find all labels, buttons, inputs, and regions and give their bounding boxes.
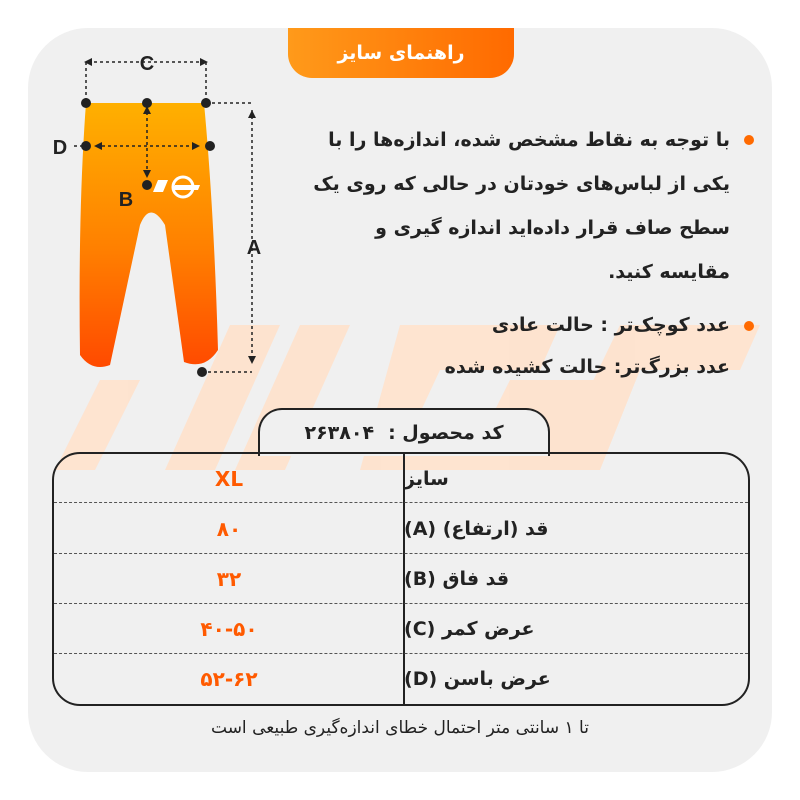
row-label: عرض کمر (C) [404,618,535,640]
page-title: راهنمای سایز [288,28,514,78]
table-row [54,504,748,554]
table-row [54,654,748,704]
row-separator [54,502,748,503]
table-row [54,604,748,654]
label-b: B [118,189,134,211]
footer-note: تا ۱ سانتی متر احتمال خطای اندازه‌گیری طبیعی است [211,718,589,738]
pants-shape [80,103,218,367]
label-c: C [139,53,155,75]
bullet-icon [744,321,754,331]
product-code [258,408,550,456]
row-label: عرض باسن (D) [404,668,551,690]
row-value: ۵۲-۶۲ [200,667,258,691]
table-row [54,554,748,604]
row-value: ۸۰ [216,517,242,541]
size-table [52,452,750,706]
row-value: ۴۰-۵۰ [200,617,258,641]
row-label: قد (ارتفاع) (A) [404,518,549,540]
instruction-item [300,118,760,294]
label-a: A [246,237,262,259]
row-value: ۳۲ [216,567,242,591]
notes-item [300,304,760,388]
label-d: D [52,137,68,159]
table-header [54,454,748,504]
row-label: قد فاق (B) [404,568,510,590]
instructions [300,118,760,388]
label-header: سایز [404,468,449,490]
instruction-text: با توجه به نقاط مشخص شده، اندازه‌ها را با یکی از لباس‌های خودتان در حالی که روی یک سطح صاف قرار داده‌اید اندازه گیری و مقایسه کنید. [313,129,730,283]
bullet-icon [744,135,754,145]
note-large: عدد بزرگ‌تر: حالت کشیده شده [444,356,730,378]
note-small: عدد کوچک‌تر : حالت عادی [491,314,730,336]
size-header: XL [214,467,244,491]
product-code-label: کد محصول : [388,422,504,444]
product-code-value: ۲۶۳۸۰۴ [304,422,375,444]
